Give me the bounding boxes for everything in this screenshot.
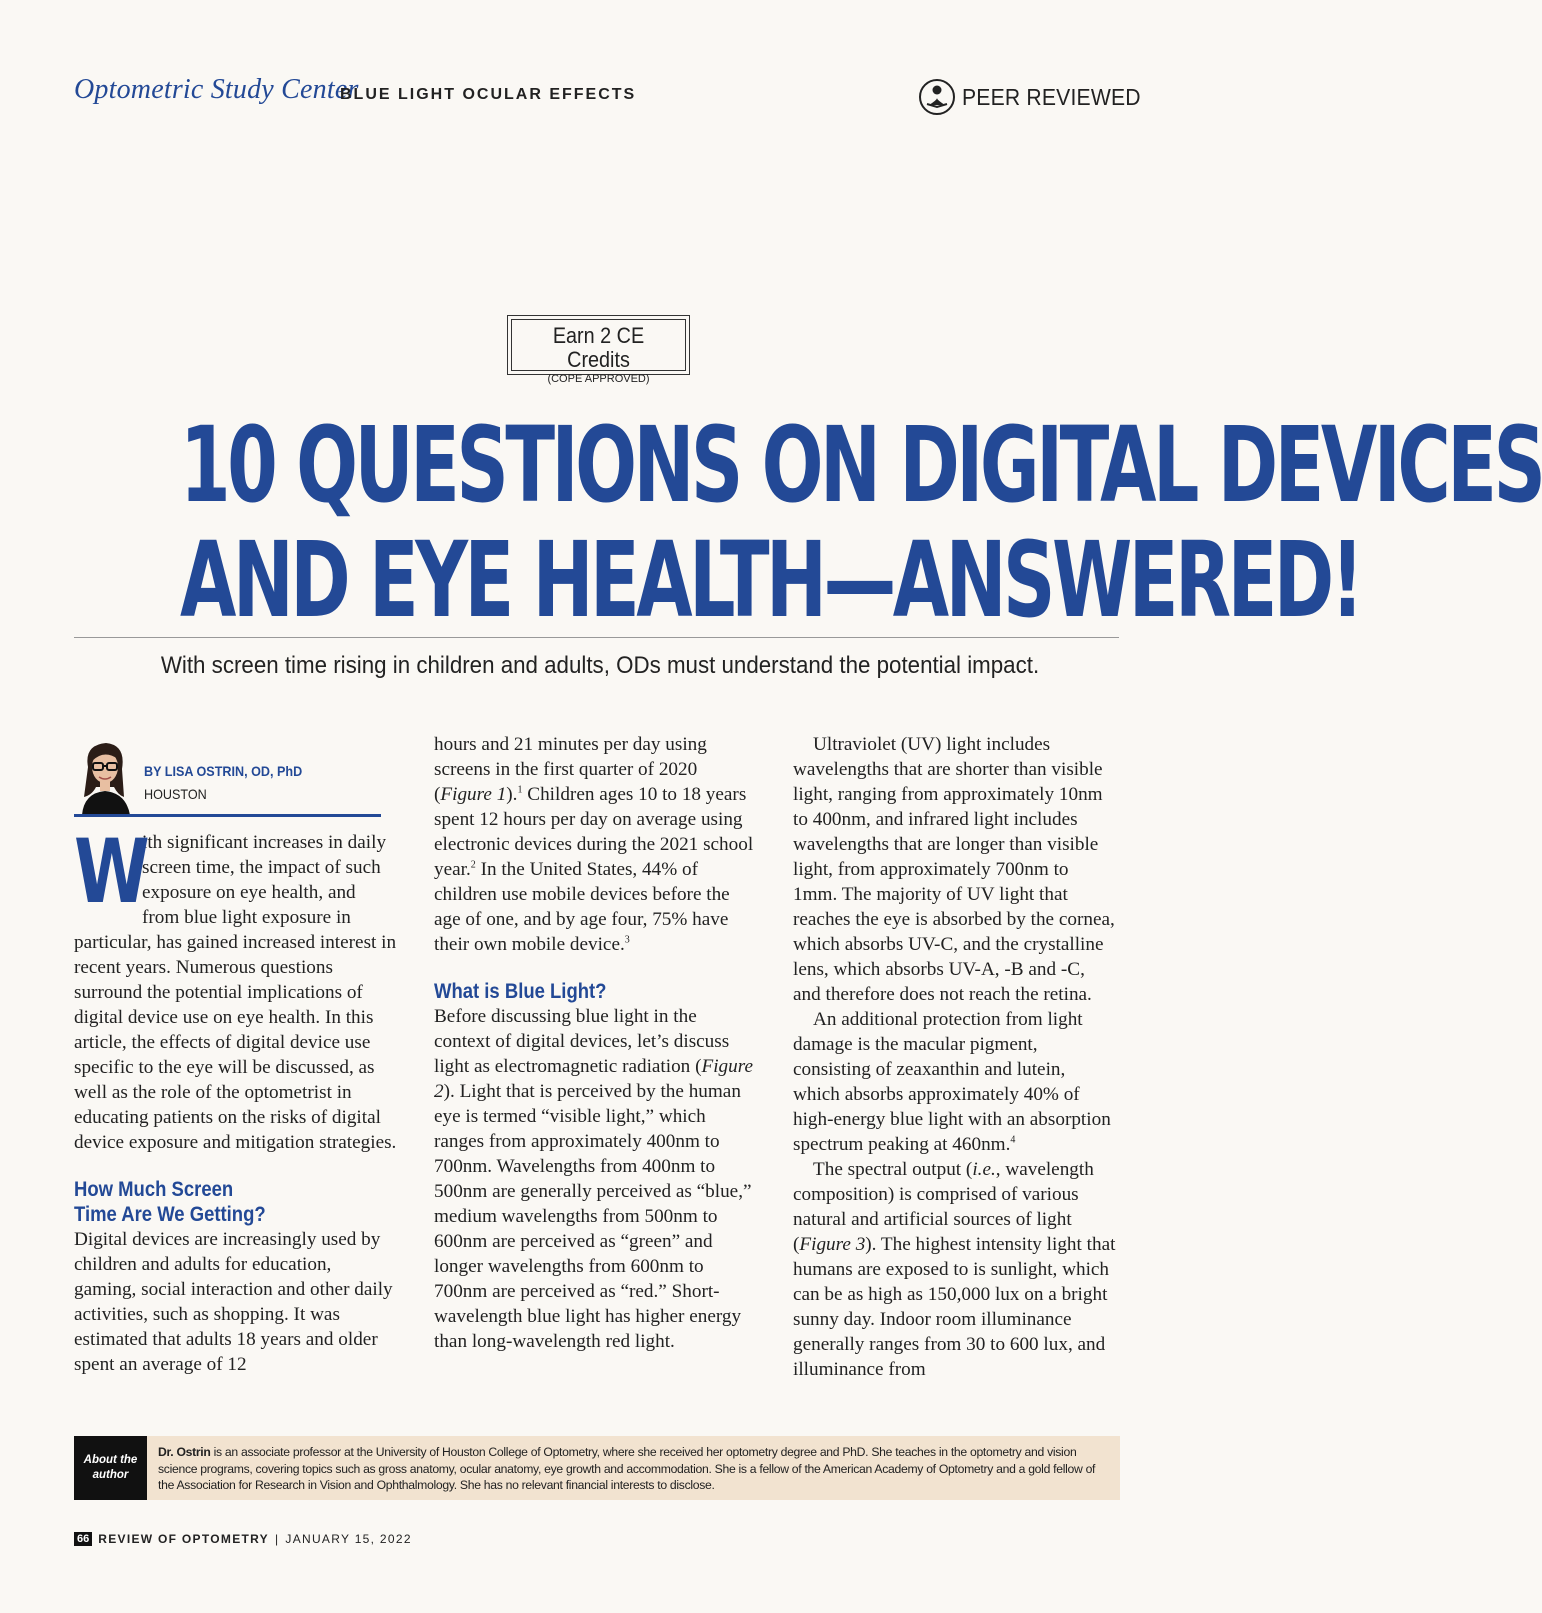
figure-reference: Figure 2 [434, 1056, 753, 1102]
ce-credits-subtitle: (COPE APPROVED) [547, 373, 650, 385]
page-footer [74, 1532, 412, 1546]
intro-paragraph: ith significant increases in daily screen time, the impact of such exposure on eye health, and from blue light exposure in particular, has gained increased interest in recent years. Numerous questions surround the potential implications of digital device use on eye health. In this article, the effects of digital device use specific to the eye will be discussed, as well as the role of the optometrist in educating patients on the risks of digital device exposure and mitigation strategies. [74, 832, 397, 1153]
body-column-2 [434, 732, 757, 1354]
about-author-label: About the author [74, 1436, 147, 1500]
ce-credits-box [507, 315, 690, 385]
body-paragraph: Before discussing blue light in the context of digital devices, let’s discuss light as electromagnetic radiation (Figure 2). Light that is perceived by the human eye is termed “visible light,” which ranges from approximately 400nm to 700nm. Wavelengths from 400nm to 500nm are generally perceived as “blue,” medium wavelengths from 500nm to 600nm are perceived as “green” and longer wavelengths from 600nm to 700nm are perceived as “red.” Short-wavelength blue light has higher energy than long-wavelength red light. [434, 1006, 753, 1352]
body-column-1 [74, 820, 397, 1377]
section-heading-screen-time-1: How Much Screen [74, 1178, 234, 1201]
section-heading-screen-time-2: Time Are We Getting? [74, 1203, 266, 1226]
about-author-text: Dr. Ostrin is an associate professor at the University of Houston College of Optometry, where she received her optometry degree and PhD. She teaches in the optometry and vision science programs, covering topics such as gross anatomy, ocular anatomy, eye growth and accommodation. She is a fellow of the American Academy of Optometry and a gold fellow of the Association for Research in Vision and Ophthalmology. She has no relevant financial interests to disclose. [158, 1445, 1096, 1492]
author-location: HOUSTON [144, 786, 207, 802]
body-paragraph: An additional protection from light damage is the macular pigment, consisting of zeaxanthin and lutein, which absorbs approximately 40% of high-energy blue light with an absorption spectrum peaking at 460nm.$^4$ [793, 1009, 1111, 1155]
footer-separator: | [274, 1532, 280, 1546]
figure-reference: Figure 1 [440, 784, 507, 805]
reader-book-icon [918, 78, 956, 116]
drop-cap: W [74, 820, 150, 923]
author-byline: BY LISA OSTRIN, OD, PhD [144, 763, 303, 779]
about-author-box [74, 1436, 1120, 1500]
figure-reference: Figure 3 [799, 1234, 866, 1255]
article-subtitle: With screen time rising in children and adults, ODs must understand the potential impact. [160, 652, 1040, 679]
body-paragraph: The spectral output (i.e., wavelength composition) is comprised of various natural and artificial sources of light (Figure 3). The highest intensity light that humans are exposed to is sunlight, which can be as high as 150,000 lux on a bright sunny day. Indoor room illuminance generally ranges from 30 to 600 lux, and illuminance from [793, 1159, 1116, 1380]
peer-reviewed-badge [918, 78, 1156, 116]
citation: 2 [470, 859, 476, 871]
body-paragraph: Ultraviolet (UV) light includes wavelengths that are shorter than visible light, ranging from approximately 10nm to 400nm, and infrared light includes wavelengths that are longer than visible light, from approximately 700nm to 1mm. The majority of UV light that reaches the eye is absorbed by the cornea, which absorbs UV-C, and the crystalline lens, which absorbs UV-A, -B and -C, and therefore does not reach the retina. [793, 734, 1115, 1005]
citation: 3 [624, 934, 630, 946]
section-title: Optometric Study Center [74, 74, 359, 105]
publication-name: REVIEW OF OPTOMETRY [98, 1532, 269, 1546]
author-avatar [74, 737, 135, 815]
section-heading-blue-light: What is Blue Light? [434, 980, 607, 1003]
article-title-line-1: 10 QUESTIONS ON DIGITAL DEVICES [180, 404, 1542, 526]
author-divider [74, 814, 381, 817]
citation: 4 [1010, 1134, 1016, 1146]
body-paragraph: hours and 21 minutes per day using screens in the first quarter of 2020 (Figure 1).$^1$ Children ages 10 to 18 years spent 12 hours per day on average using electronic devices during the 2021 school year.$^2$ In the United States, 44% of children use mobile devices before the age of one, and by age four, 75% have their own mobile device.$^3$ [434, 734, 754, 955]
title-divider [74, 637, 1119, 638]
issue-date: JANUARY 15, 2022 [285, 1532, 412, 1546]
citation: 1 [517, 784, 523, 796]
article-title-line-2: AND EYE HEALTH—ANSWERED! [180, 519, 1361, 641]
body-paragraph: Digital devices are increasingly used by children and adults for education, gaming, social interaction and other daily activities, such as shopping. It was estimated that adults 18 years and older spent an average of 12 [74, 1229, 393, 1375]
topic-label: BLUE LIGHT OCULAR EFFECTS [340, 86, 637, 103]
peer-reviewed-text: PEER REVIEWED [962, 83, 1141, 110]
page-number: 66 [74, 1532, 92, 1546]
body-column-3 [793, 732, 1116, 1382]
ce-credits-title: Earn 2 CE Credits [552, 323, 645, 372]
